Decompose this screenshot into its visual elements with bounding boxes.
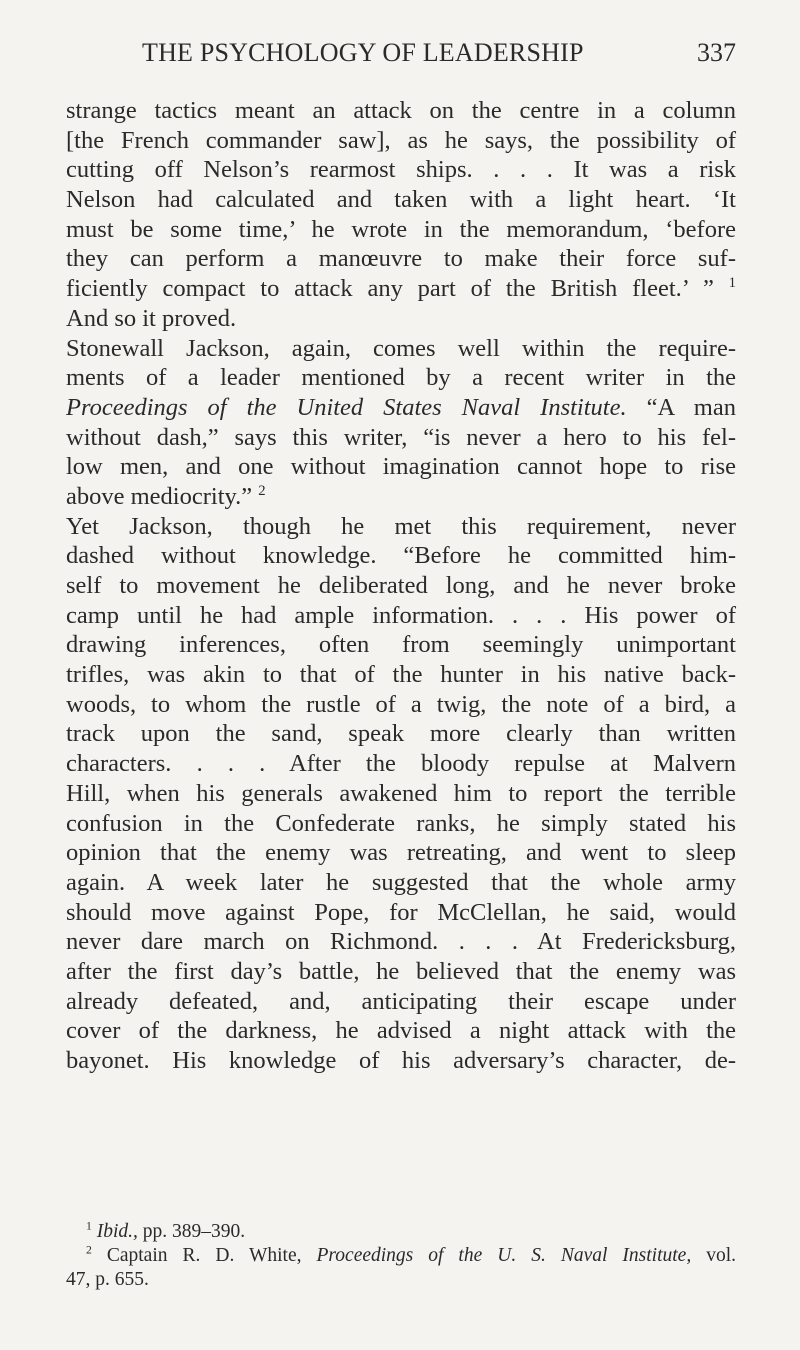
text-line-with-footnote xyxy=(66,482,736,512)
footnote-ref-1: 1 xyxy=(728,274,736,291)
footnote-1 xyxy=(66,1220,736,1244)
text-line: woods, to whom the rustle of a twig, the note of a bird, a xyxy=(66,690,736,718)
text-line: must be some time,’ he wrote in the memorandum, ‘before xyxy=(66,215,736,243)
text-line-with-footnote xyxy=(66,274,736,304)
text-line: dashed without knowledge. “Before he committed him- xyxy=(66,542,736,570)
text-line: confusion in the Confederate ranks, he simply stated his xyxy=(66,809,736,837)
running-title: THE PSYCHOLOGY OF LEADERSHIP xyxy=(142,38,584,67)
footnote-mark-2: 2 xyxy=(86,1243,92,1257)
text-line: Nelson had calculated and taken with a light heart. ‘It xyxy=(66,186,736,214)
text-line: ments of a leader mentioned by a recent writer in the xyxy=(66,364,736,392)
footnote-ref-2: 2 xyxy=(258,482,266,499)
footnote-2-continued: 47, p. 655. xyxy=(66,1269,149,1290)
text-line: low men, and one without imagination cannot hope to rise xyxy=(66,453,736,481)
text-line: Hill, when his generals awakened him to report the terrible xyxy=(66,779,736,807)
text-line: self to movement he deliberated long, and he never broke xyxy=(66,572,736,599)
text-line: And so it proved. xyxy=(66,304,237,332)
text-line: without dash,” says this writer, “is never a hero to his fel- xyxy=(66,423,736,451)
text-line-italic-title xyxy=(66,393,736,423)
text-line: after the first day’s battle, he believed that the enemy was xyxy=(66,957,736,985)
text-line: track upon the sand, speak more clearly than written xyxy=(66,720,736,748)
footnote-1-italic: Ibid., xyxy=(96,1221,138,1242)
footnote-2-text-a: Captain R. D. White, xyxy=(106,1245,317,1266)
text-line: again. A week later he suggested that the whole army xyxy=(66,868,736,896)
text-line: already defeated, and, anticipating their escape under xyxy=(66,987,736,1015)
text-line: camp until he had ample information. . . . His power of xyxy=(66,601,736,629)
text-line: they can perform a manœuvre to make their force suf- xyxy=(66,245,736,273)
footnote-2-italic: Proceedings of the U. S. Naval Institute, xyxy=(316,1245,692,1266)
text-line: Stonewall Jackson, again, comes well within the require- xyxy=(66,334,736,362)
footnotes xyxy=(66,1220,736,1292)
text-line: characters. . . . After the bloody repulse at Malvern xyxy=(66,750,736,778)
running-head xyxy=(66,38,736,78)
page-number: 337 xyxy=(697,38,736,67)
text-line: should move against Pope, for McClellan, he said, would xyxy=(66,898,736,926)
text-segment: “A man xyxy=(626,393,736,421)
text-line: cutting off Nelson’s rearmost ships. . . . It was a risk xyxy=(66,156,736,184)
text-line: Yet Jackson, though he met this requirement, never xyxy=(66,512,736,540)
footnote-mark-1: 1 xyxy=(86,1219,92,1233)
footnote-1-text: pp. 389–390. xyxy=(137,1221,246,1242)
text-line: strange tactics meant an attack on the centre in a column xyxy=(66,97,736,124)
text-line: cover of the darkness, he advised a night attack with the xyxy=(66,1017,736,1045)
text-line: drawing inferences, often from seemingly unimportant xyxy=(66,631,736,659)
body-text xyxy=(66,96,736,1076)
footnote-2-text-b: vol. xyxy=(691,1245,736,1266)
footnote-2 xyxy=(66,1244,736,1268)
text-line: trifles, was akin to that of the hunter in his native back- xyxy=(66,661,736,689)
text-line: bayonet. His knowledge of his adversary’s character, de- xyxy=(66,1047,736,1074)
text-line: never dare march on Richmond. . . . At Fredericksburg, xyxy=(66,928,736,956)
text-line: opinion that the enemy was retreating, and went to sleep xyxy=(66,839,736,867)
journal-title: Proceedings of the United States Naval Institute. xyxy=(66,393,627,421)
text-segment: ficiently compact to attack any part of the British fleet.’ ” xyxy=(66,275,714,303)
text-segment: above mediocrity.” xyxy=(66,482,253,510)
text-line: [the French commander saw], as he says, the possibility of xyxy=(66,126,736,154)
